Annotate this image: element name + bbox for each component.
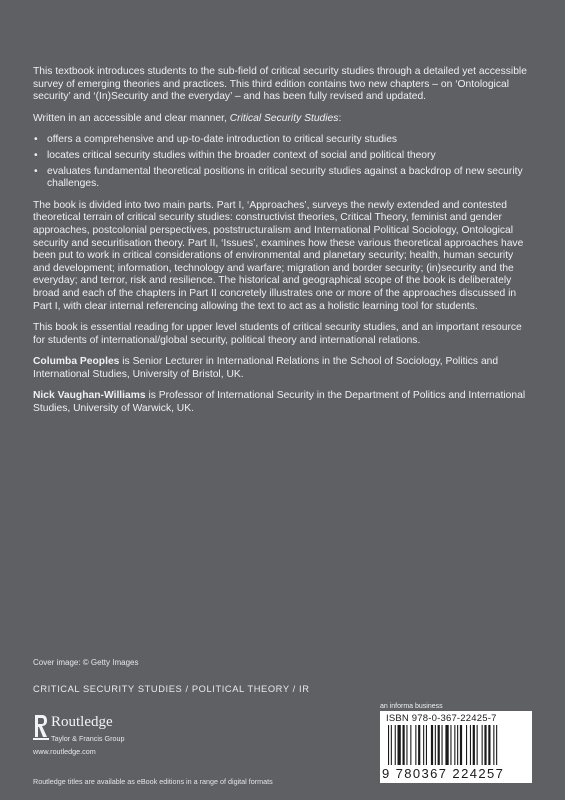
author-bio xyxy=(33,356,533,381)
list-item-text: offers a comprehensive and up-to-date introduction to critical security studies xyxy=(47,134,398,146)
bullet-icon: • xyxy=(34,149,38,161)
author-name: Columba Peoples xyxy=(33,356,120,368)
parts-paragraph: The book is divided into two main parts. Part I, ‘Approaches’, surveys the newly extended and contested theoretical terrain of critical security studies: constructivist theories, Critical Theory, feminist and gender approaches, postcolonial perspectives, poststructuralism and International Political Sociology, Ontological security and securitisation theory. Part II, ‘Issues’, examines how these various theoretical approaches have been put to work in critical considerations of environmental and planetary security; health, human security and development; information, technology and warfare; migration and border security; (in)security and the everyday; and terror, risk and resilience. The historical and geographical scope of the book is deliberately broad and each of the chapters in Part II concretely illustrates one or more of the approaches discussed in Part I, with clear internal referencing allowing the text to act as a holistic learning tool for students. xyxy=(33,199,524,312)
list-item-text: locates critical security studies within the broader context of social and political theory xyxy=(47,149,436,161)
informa-tagline: an informa business xyxy=(380,703,443,710)
written-prefix: Written in an accessible and clear manner, xyxy=(33,112,230,124)
subject-categories: CRITICAL SECURITY STUDIES / POLITICAL THEORY / IR xyxy=(33,684,310,694)
written-suffix: : xyxy=(338,112,342,124)
routledge-logo-icon xyxy=(33,713,49,741)
cover-credit: Cover image: © Getty Images xyxy=(33,658,139,667)
barcode-panel xyxy=(380,711,532,783)
essential-paragraph: This book is essential reading for upper level students of critical security studies, and an important resource for students of international/global security, political theory and international relations. xyxy=(33,322,522,346)
author-bio-text: is Professor of International Security in the Department of Politics and International Studies, University of Warwick, UK. xyxy=(33,390,526,415)
list-item xyxy=(33,134,533,147)
ebook-note: Routledge titles are available as eBook editions in a range of digital formats xyxy=(33,777,273,786)
bullet-icon: • xyxy=(34,134,38,146)
list-item-text: evaluates fundamental theoretical positions in critical security studies against a backdrop of new security challenges. xyxy=(47,165,523,190)
written-paragraph xyxy=(33,113,533,126)
intro-paragraph: This textbook introduces students to the sub-field of critical security studies through a detailed yet accessible survey of emerging theories and practices. This third edition contains two new chapters – on ‘Ontological security’ and ‘(In)Security and the everyday’ – and has been fully revised and updated. xyxy=(33,66,527,103)
list-item xyxy=(33,150,533,163)
bullet-icon: • xyxy=(34,165,38,177)
feature-list xyxy=(33,134,533,190)
book-title-italic: Critical Security Studies xyxy=(229,112,339,124)
list-item xyxy=(33,166,533,191)
publisher-name: Routledge xyxy=(51,714,113,730)
barcode-icon xyxy=(388,725,526,765)
publisher-logo xyxy=(33,713,193,763)
author-name: Nick Vaughan-Williams xyxy=(33,390,146,402)
publisher-group: Taylor & Francis Group xyxy=(51,734,125,743)
publisher-url[interactable]: www.routledge.com xyxy=(33,747,96,756)
author-bio-text: is Senior Lecturer in International Relations in the School of Sociology, Politics and International Studies, University of Bristol, UK. xyxy=(33,356,499,380)
isbn-text: ISBN 978-0-367-22425-7 xyxy=(386,713,497,724)
barcode-digits: 9 780367 224257 xyxy=(382,766,505,781)
author-bio xyxy=(33,390,533,415)
blurb-text xyxy=(33,66,533,425)
